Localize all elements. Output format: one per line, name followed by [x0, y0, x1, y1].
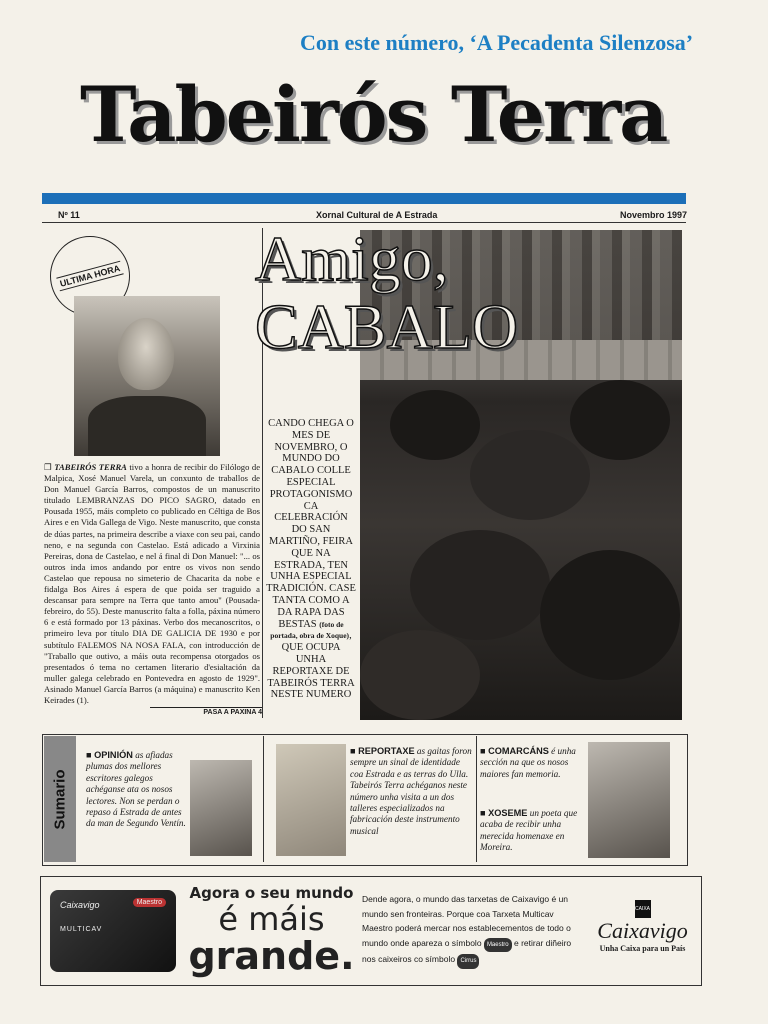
ad-line3: grande. — [188, 934, 355, 978]
feature-intro — [266, 418, 356, 701]
item-text: as afiadas plumas dos mellores escritores galegos achéganse ata os nosos lectores. Non se perdan o repaso á Estrada de antes da man de Segundo Ventín. — [86, 750, 186, 829]
sumario-label — [44, 736, 76, 862]
square-icon: ■ — [480, 746, 489, 756]
ad-body-text: Dende agora, o mundo das tarxetas de Caixavigo é un mundo sen fronteiras. Porque coa Tarxeta Multicav Maestro poderá mercar nos establecementos de todo o mundo onde apareza o símbolo — [362, 894, 571, 948]
square-icon: ■ — [86, 750, 95, 760]
article-lead: TABEIRÓS TERRA — [54, 462, 127, 472]
sumario-item-comarcans[interactable] — [480, 746, 584, 780]
item-text: é unha sección na que os nosos maiores fan memoria. — [480, 746, 576, 779]
paper-subtitle: Xornal Cultural de A Estrada — [316, 210, 438, 220]
ad-body — [362, 892, 584, 969]
item-title: COMARCÁNS — [488, 746, 549, 756]
caixavigo-logo — [590, 900, 695, 953]
feature-text: CANDO CHEGA O MES DE NOVEMBRO, O MUNDO DO CABALO COLLE ESPECIAL PROTAGONISMO CA CELEBRACIÓN DO SAN MARTIÑO, FEIRA QUE NA ESTRADA, TEN UNHA ESPECIAL TRADICIÓN. CASE TANTA COMO A DA RAPA DAS BESTAS — [266, 418, 356, 630]
issue-number: Nº 11 — [58, 210, 80, 220]
sumario-item-opinion[interactable] — [86, 750, 186, 830]
sumario-item-reportaxe[interactable] — [350, 746, 474, 837]
bagpipe-photo — [276, 744, 346, 856]
sumario-item-xoseme[interactable] — [480, 808, 584, 854]
sumario-label-text: Sumario — [51, 768, 69, 830]
feature-headline — [255, 225, 555, 361]
caixa-icon: CAIXA — [635, 900, 651, 918]
item-text: un poeta que acaba de recibir unha merecida homenaxe en Moreira. — [480, 808, 578, 853]
issue-date: Novembro 1997 — [620, 210, 688, 220]
headline-line2: CABALO — [255, 291, 519, 362]
blue-rule — [42, 193, 686, 204]
lead-article — [44, 462, 260, 706]
ad-slogan — [184, 884, 359, 976]
square-icon: ■ — [350, 746, 359, 756]
logo-tagline: Unha Caixa para un País — [599, 944, 686, 953]
promo-line: Con este número, ‘A Pecadenta Silenzosa’ — [300, 30, 694, 55]
bullet-icon: ❐ — [44, 462, 55, 472]
ad-line1: Agora o seu mundo — [189, 884, 354, 902]
sumario-divider — [476, 736, 477, 862]
item-title: OPINIÓN — [94, 750, 133, 760]
maestro-symbol: Maestro — [484, 938, 512, 953]
card-multicav: MULTICAV — [60, 926, 103, 933]
item-title: REPORTAXE — [358, 746, 415, 756]
item-text: as gaitas foron sempre un sinal de identidade coa Estrada e as terras do Ulla. Tabeirós Terra achéganos neste número unha visita a un dos talleres especializados na fabricación deste instrumento musical — [350, 746, 472, 836]
logo-text: Caixavigo — [597, 918, 688, 943]
article-body: tivo a honra de recibir do Filólogo de Malpica, Xosé Manuel Varela, un conxunto de traballos de Don Manuel García Barros, compostos de un manuscrito titulado LEMBRANZAS DO PICO SAGRO, datado en Pousada 1955, máis completo co publicado en Céltiga de Bos Aires e en Vida Gallega de Vigo. Neste manuscrito, que consta de dúas partes, na primeira describe a viaxe con seu pai, cando neno, e na segunda con Castelao. Está adicado a Virxinia Pereiras, dona de Castelao, e nel á final di Don Manuel: "... os outros inda imos andando por entre os vivos non sendo Castelao que repousa no simeterio de Chacarita da nobe e fidalga Bos Aires á espera de que poida ser traguido a descansar para sempre na Terra que tanto amou" (Pousada-febreiro, do 55). Deste manuscrito falta a folla, páxina número 6 e está formado por 13 páxinas. Verbo dos mecanoscritos, o primeiro leva por título DIA DE GALICIA DE 1930 e por subtítulo FALEMOS NA NOSA FALA, con introducción de "Traballo que outivo, a máis outa recompensa otorgados os presentados ó tema no certamen literario d'esialtación da muller galega celebrado en Pontevedra en agosto de 1929". Asinado Manuel García Barros (a máquina) e manuscrito Ken Keirades (1). — [44, 462, 261, 705]
masthead: Tabeirós Terra — [80, 70, 667, 159]
stamp-text: ULTIMA HORA — [56, 261, 123, 292]
multicav-card — [50, 890, 176, 972]
card-maestro: Maestro — [133, 898, 166, 907]
headline-line1: Amigo, — [255, 223, 449, 294]
xoseme-photo — [588, 742, 670, 858]
opinion-photo — [190, 760, 252, 856]
feature-credit: (foto de portada, obra de Xoque) — [270, 619, 350, 641]
ad-line2: é máis — [218, 900, 325, 938]
continued-link[interactable]: PASA A PAXINA 4 — [150, 707, 262, 716]
ad-body-text-2: e retirar diñeiro nos caixeiros co símbolo — [362, 937, 572, 964]
item-title: XOSEME — [488, 808, 528, 818]
square-icon: ■ — [480, 808, 489, 818]
card-brand: Caixavigo — [60, 900, 100, 910]
feature-text-2: , QUE OCUPA UNHA REPORTAXE DE TABEIRÓS TERRA NESTE NUMERO — [267, 630, 355, 701]
cirrus-symbol: Cirrus — [457, 954, 479, 969]
portrait-photo — [74, 296, 220, 456]
sumario-divider — [263, 736, 264, 862]
